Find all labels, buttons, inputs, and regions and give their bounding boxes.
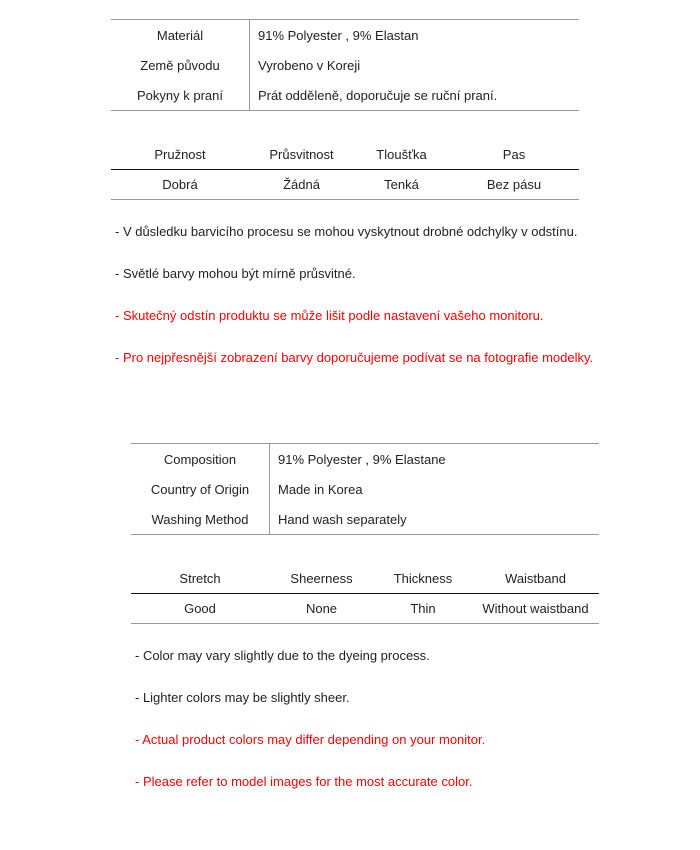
table-row xyxy=(111,20,579,51)
spec-header: Thickness xyxy=(374,564,472,594)
note-dye-variation: - V důsledku barvicího procesu se mohou vyskytnout drobné odchylky v odstínu. xyxy=(115,224,578,239)
table-row xyxy=(131,444,599,475)
info-value: Prát odděleně, doporučuje se ruční praní. xyxy=(258,87,498,103)
spec-value: Bez pásu xyxy=(449,170,579,200)
info-label: Země původu xyxy=(111,50,250,80)
spec-header: Pružnost xyxy=(111,140,249,170)
spec-value: Good xyxy=(131,594,269,624)
spec-value: Thin xyxy=(374,594,472,624)
en-spec-table xyxy=(131,564,599,624)
info-label: Pokyny k praní xyxy=(111,80,250,111)
note-model-images: - Please refer to model images for the most accurate color. xyxy=(135,774,473,789)
spec-header: Pas xyxy=(449,140,579,170)
table-header-row xyxy=(111,140,579,170)
spec-value: Žádná xyxy=(249,170,354,200)
info-label: Composition xyxy=(131,444,270,475)
note-sheer: - Světlé barvy mohou být mírně průsvitné. xyxy=(115,266,356,281)
spec-header: Waistband xyxy=(472,564,599,594)
spec-value: Dobrá xyxy=(111,170,249,200)
spec-value: Without waistband xyxy=(472,594,599,624)
table-row xyxy=(111,80,579,111)
info-value: Made in Korea xyxy=(278,481,363,497)
cz-info-table xyxy=(111,19,579,111)
info-value: Hand wash separately xyxy=(278,511,407,527)
spec-header: Průsvitnost xyxy=(249,140,354,170)
note-monitor-warning: - Actual product colors may differ depending on your monitor. xyxy=(135,732,486,747)
info-label: Country of Origin xyxy=(131,474,270,504)
note-monitor-warning: - Skutečný odstín produktu se může lišit podle nastavení vašeho monitoru. xyxy=(115,308,544,323)
spec-header: Sheerness xyxy=(269,564,374,594)
info-value: 91% Polyester , 9% Elastane xyxy=(278,451,446,467)
spec-header: Stretch xyxy=(131,564,269,594)
en-info-table xyxy=(131,443,599,535)
info-value: 91% Polyester , 9% Elastan xyxy=(258,27,419,43)
spec-value: None xyxy=(269,594,374,624)
table-row xyxy=(131,504,599,535)
note-sheer: - Lighter colors may be slightly sheer. xyxy=(135,690,350,705)
cz-spec-table xyxy=(111,140,579,200)
table-row xyxy=(131,594,599,624)
info-value: Vyrobeno v Koreji xyxy=(258,57,361,73)
spec-header: Tloušťka xyxy=(354,140,449,170)
note-dye-variation: - Color may vary slightly due to the dyeing process. xyxy=(135,648,430,663)
info-label: Materiál xyxy=(111,20,250,51)
spec-value: Tenká xyxy=(354,170,449,200)
table-row xyxy=(111,170,579,200)
table-header-row xyxy=(131,564,599,594)
table-row xyxy=(111,50,579,80)
table-row xyxy=(131,474,599,504)
info-label: Washing Method xyxy=(131,504,270,535)
note-model-images: - Pro nejpřesnější zobrazení barvy doporučujeme podívat se na fotografie modelky. xyxy=(115,350,594,365)
